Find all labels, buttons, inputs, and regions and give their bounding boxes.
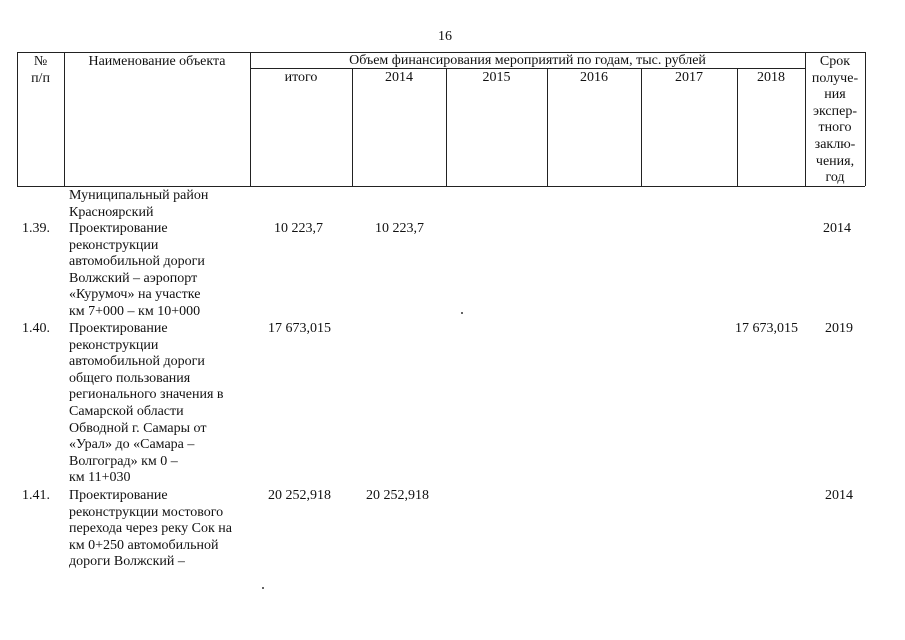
row-number: 1.39. bbox=[22, 221, 50, 236]
row-total: 10 223,7 bbox=[274, 221, 323, 236]
row-number: 1.41. bbox=[22, 488, 50, 503]
row-number: 1.40. bbox=[22, 321, 50, 336]
row-total: 20 252,918 bbox=[268, 488, 331, 503]
row-name: Проектирование реконструкции мостового перехода через реку Сок на км 0+250 автомобильной дороги Волжский – bbox=[69, 488, 232, 570]
section-title: Муниципальный район Красноярский bbox=[69, 188, 209, 220]
header-name: Наименование объекта bbox=[88, 54, 226, 69]
header-year-2014: 2014 bbox=[385, 70, 413, 85]
header-year-2015: 2015 bbox=[482, 70, 511, 85]
header-total: итого bbox=[284, 70, 318, 85]
header-year-2016: 2016 bbox=[580, 70, 608, 85]
row-term: 2019 bbox=[825, 321, 853, 336]
header-year-2017: 2017 bbox=[675, 70, 703, 85]
row-term: 2014 bbox=[825, 488, 853, 503]
scan-speck bbox=[461, 312, 463, 314]
row-name: Проектирование реконструкции автомобильной дороги Волжский – аэропорт «Курумоч» на участке км 7+000 – км 10+000 bbox=[69, 221, 205, 319]
header-financing: Объем финансирования мероприятий по годам, тыс. рублей bbox=[349, 53, 706, 68]
page-number: 16 bbox=[438, 29, 452, 44]
row-value-2018: 17 673,015 bbox=[735, 321, 798, 336]
header-num: № п/п bbox=[31, 54, 50, 86]
row-name: Проектирование реконструкции автомобильной дороги общего пользования регионального значения в Самарской области Обводной г. Самары от «Урал» до «Самара – Волгоград» км 0 – км 11+030 bbox=[69, 321, 224, 486]
header-year-2018: 2018 bbox=[757, 70, 785, 85]
row-term: 2014 bbox=[823, 221, 851, 236]
header-term: Срок получе- ния экспер- тного заклю- чения, год bbox=[811, 54, 859, 186]
row-total: 17 673,015 bbox=[268, 321, 331, 336]
row-value-2014: 20 252,918 bbox=[366, 488, 429, 503]
scan-speck bbox=[262, 587, 264, 589]
row-value-2014: 10 223,7 bbox=[375, 221, 424, 236]
